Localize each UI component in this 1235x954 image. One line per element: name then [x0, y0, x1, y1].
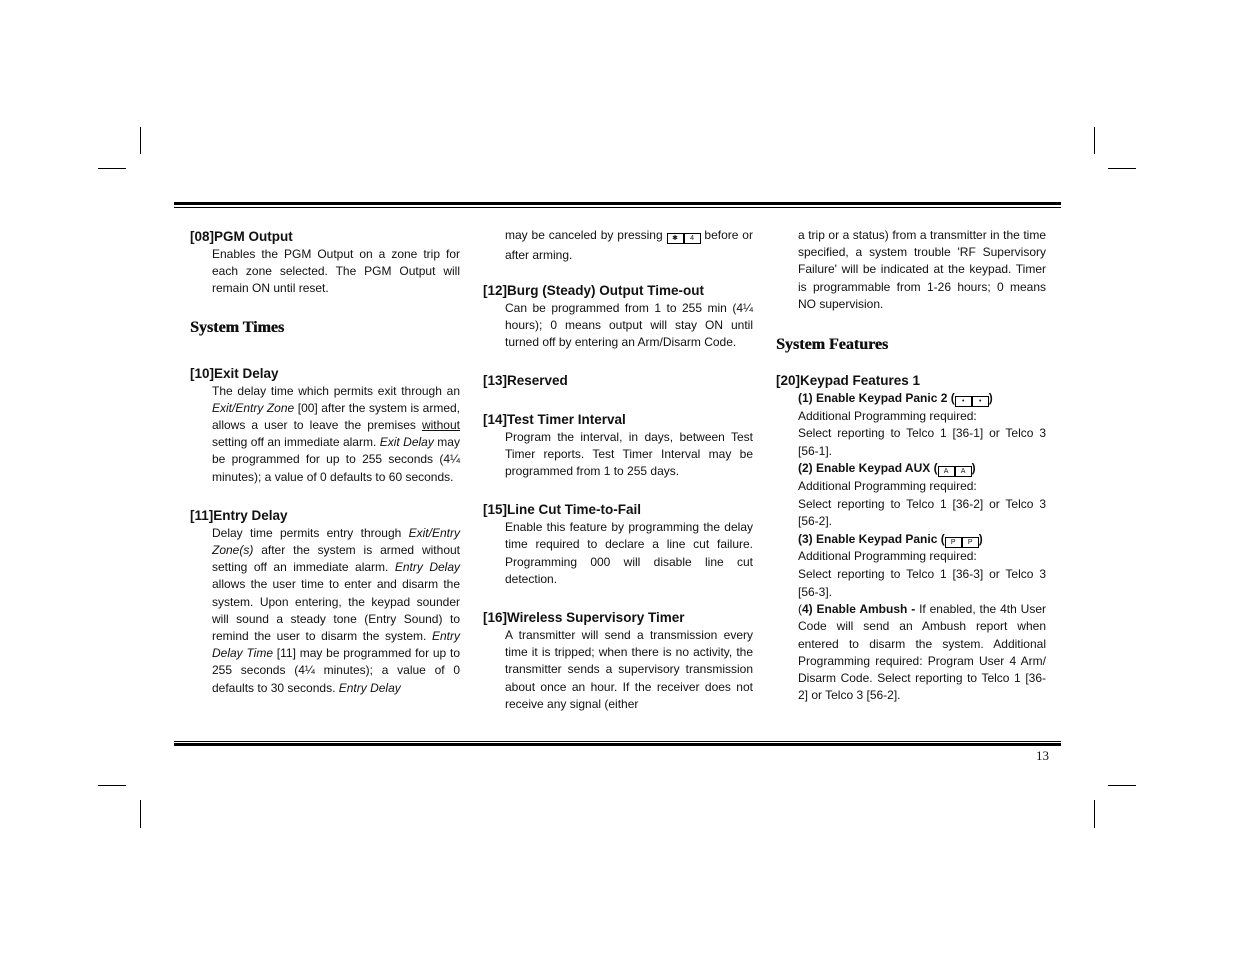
keypad-panic-line2: Select reporting to Telco 1 [36-3] or Telco 3 [56-3].	[798, 566, 1046, 599]
system-times-title: System Times	[190, 318, 285, 336]
wireless-timer-body: A transmitter will send a transmission every time it is tripped; when there is no activity, the transmitter sends a supervisory transmission about once an hour. If the receiver does not receive any signal (either	[505, 628, 753, 711]
pgm-output-body: Enables the PGM Output on a zone trip for each zone selected. The PGM Output will remain ON until reset.	[212, 247, 460, 296]
keypad-panic2-line1: Additional Programming required:	[798, 408, 977, 423]
wireless-timer-continued: a trip or a status) from a transmitter in the time specified, a system trouble 'RF Supervisory Failure' will be indicated at the keypad. Timer is programmable from 1-26 hours; 0 means NO supervision.	[798, 228, 1046, 311]
keypad-panic-line1: Additional Programming required:	[798, 549, 977, 564]
crop-mark	[1108, 168, 1136, 169]
keypad-panic2-label: (1) Enable Keypad Panic 2 ( • • )	[798, 391, 993, 406]
top-rule-thick	[174, 202, 1061, 205]
entry-delay-heading: [11]Entry Delay	[190, 507, 288, 523]
page-number: 13	[1036, 748, 1049, 763]
dot-key-icon: •	[955, 396, 972, 407]
crop-mark	[1094, 800, 1095, 828]
p-key-icon: P	[962, 537, 979, 548]
crop-mark	[98, 785, 126, 786]
four-key-icon: 4	[684, 233, 701, 244]
crop-mark	[1108, 785, 1136, 786]
bottom-rule-thin	[174, 741, 1061, 742]
wireless-timer-heading: [16]Wireless Supervisory Timer	[483, 610, 685, 626]
system-features-title: System Features	[776, 336, 889, 354]
line-cut-body: Enable this feature by programming the delay time required to declare a line cut failure. Programming 000 will disable line cut detection.	[505, 520, 753, 586]
keypad-features-heading: [20]Keypad Features 1	[776, 373, 921, 389]
keypad-panic2-line2: Select reporting to Telco 1 [36-1] or Telco 3 [56-1].	[798, 426, 1046, 458]
crop-mark	[1094, 127, 1095, 154]
column-left	[190, 226, 460, 697]
bottom-rule-thick	[174, 743, 1061, 746]
ambush-body: (4) Enable Ambush - If enabled, the 4th User Code will send an Ambush report when entered to disarm the system. Additional Programming required: Program User 4 Arm/ Disarm Code. Select reporting to Telco 1 [36-2] or Telco 3 [56-2].	[798, 602, 1046, 703]
test-timer-heading: [14]Test Timer Interval	[483, 411, 626, 427]
keypad-aux-line1: Additional Programming required:	[798, 478, 977, 493]
keypad-panic-label: (3) Enable Keypad Panic ( P P )	[798, 531, 983, 546]
p-key-icon: P	[945, 537, 962, 548]
a-key-icon: A	[938, 466, 955, 477]
keypad-aux-label: (2) Enable Keypad AUX ( A A )	[798, 461, 976, 476]
exit-delay-heading: [10]Exit Delay	[190, 365, 279, 381]
test-timer-body: Program the interval, in days, between Test Timer reports. Test Timer Interval may be programmed from 1 to 255 days.	[505, 429, 753, 479]
reserved-heading: [13]Reserved	[483, 372, 568, 388]
burg-output-heading: [12]Burg (Steady) Output Time-out	[483, 283, 704, 298]
line-cut-heading: [15]Line Cut Time-to-Fail	[483, 502, 642, 518]
star-key-icon: ✱	[667, 233, 684, 244]
column-right	[776, 226, 1046, 704]
top-rule-thin	[174, 207, 1061, 208]
crop-mark	[140, 127, 141, 154]
crop-mark	[140, 800, 141, 828]
exit-delay-body: The delay time which permits exit through an Exit/Entry Zone [00] after the system is armed, allows a user to leave the premises without setting off an immediate alarm. Exit Delay may be programmed for up to 255 seconds (4¼ minutes); a value of 0 defaults to 60 seconds.	[212, 383, 461, 484]
pgm-output-heading: [08]PGM Output	[190, 229, 293, 244]
a-key-icon: A	[955, 466, 972, 477]
dot-key-icon: •	[972, 396, 989, 407]
crop-mark	[98, 168, 126, 169]
entry-delay-body: Delay time permits entry through Exit/Entry Zone(s) after the system is armed without setting off an immediate alarm. Entry Delay allows the user time to enter and disarm the system. Upon entering, the keypad sounder will sound a steady tone (Entry Sound) to remind the user to disarm the system. Entry Delay Time [11] may be programmed for up to 255 seconds (4¼ minutes); a value of 0 defaults to 30 seconds. Entry Delay	[212, 525, 461, 695]
column-middle	[483, 226, 753, 713]
entry-delay-continued: may be canceled by pressing ✱ 4 before or after arming.	[505, 228, 753, 262]
burg-output-body: Can be programmed from 1 to 255 min (4¼ hours); 0 means output will stay ON until turned off by entering an Arm/Disarm Code.	[505, 301, 753, 350]
keypad-aux-line2: Select reporting to Telco 1 [36-2] or Telco 3 [56-2].	[798, 496, 1046, 529]
